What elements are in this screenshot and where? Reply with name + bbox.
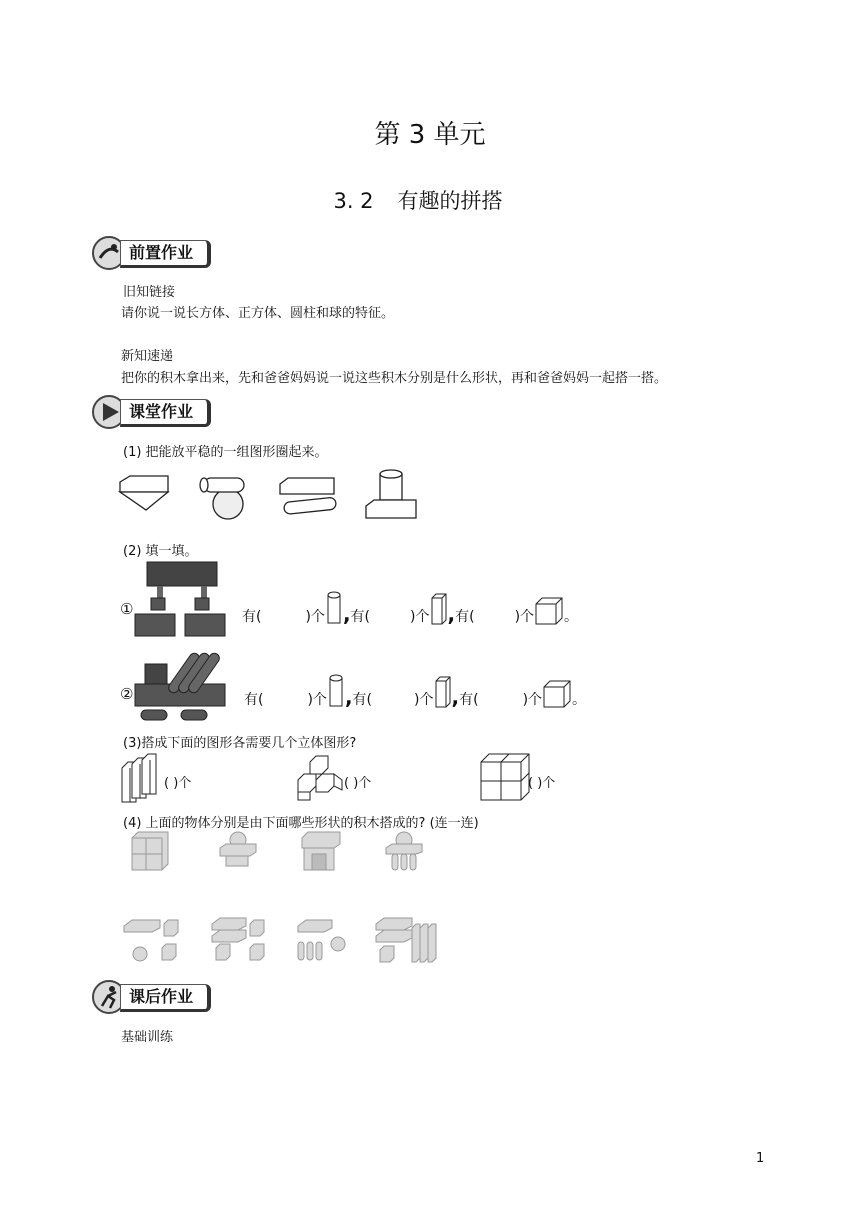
question-4: (4) 上面的物体分别是由下面哪些形状的积木搭成的? (连一连) bbox=[123, 816, 479, 831]
question-3: (3)搭成下面的图形各需要几个立体图形? bbox=[123, 736, 357, 751]
q1-option-d bbox=[366, 470, 416, 518]
q2-row1-figure bbox=[135, 558, 230, 640]
q3-figure-2 bbox=[296, 754, 348, 802]
q1-shapes bbox=[118, 470, 428, 522]
q4-blocks-1 bbox=[124, 920, 178, 961]
pre-work-banner bbox=[92, 236, 222, 270]
cuboid-icon bbox=[429, 590, 447, 626]
page-number: 1 bbox=[756, 1151, 765, 1166]
cube-icon bbox=[534, 596, 564, 626]
q1-option-b bbox=[200, 478, 244, 519]
q1-option-c bbox=[280, 478, 336, 514]
q4-objects bbox=[128, 830, 448, 874]
q4-object-4 bbox=[386, 832, 422, 870]
cube-icon bbox=[542, 679, 572, 709]
basic-training: 基础训练 bbox=[121, 1030, 174, 1045]
pre-work-label: 前置作业 bbox=[120, 240, 211, 268]
q3-figure-1 bbox=[120, 754, 164, 804]
cuboid-icon bbox=[433, 673, 451, 709]
old-knowledge-text: 请你说一说长方体、正方体、圆柱和球的特征。 bbox=[121, 306, 395, 321]
class-work-label: 课堂作业 bbox=[120, 399, 211, 427]
q4-blocks-3 bbox=[298, 920, 345, 960]
class-work-banner bbox=[92, 395, 222, 429]
old-knowledge-title: 旧知链接 bbox=[123, 285, 176, 300]
after-work-label: 课后作业 bbox=[120, 984, 211, 1012]
q3-blank-1: ( )个 bbox=[164, 776, 192, 791]
q4-block-sets bbox=[122, 914, 442, 964]
q2-row1-marker: ① bbox=[120, 600, 134, 618]
unit-title: 第 3 单元 bbox=[374, 120, 486, 150]
q4-object-3 bbox=[302, 832, 340, 870]
q4-blocks-2 bbox=[212, 918, 264, 960]
question-2: (2) 填一填。 bbox=[123, 544, 198, 559]
new-knowledge-text: 把你的积木拿出来，先和爸爸妈妈说一说这些积木分别是什么形状，再和爸爸妈妈一起搭一搭。 bbox=[121, 371, 668, 386]
q3-blank-2: ( )个 bbox=[344, 776, 372, 791]
q1-option-a bbox=[120, 476, 168, 510]
lesson-name: 有趣的拼搭 bbox=[397, 189, 503, 213]
q2-row2-fill: 有( )个 , 有( )个 , 有( )个 。 bbox=[244, 673, 586, 709]
q2-row2-figure bbox=[135, 642, 235, 726]
lesson-title bbox=[0, 185, 860, 215]
q3-blank-3: ( )个 bbox=[528, 776, 556, 791]
after-work-banner bbox=[92, 980, 222, 1014]
cylinder-icon bbox=[327, 673, 345, 709]
cylinder-icon bbox=[325, 590, 343, 626]
q3-figure-3 bbox=[479, 752, 531, 802]
new-knowledge-title: 新知速递 bbox=[121, 349, 174, 364]
question-1: (1) 把能放平稳的一组图形圈起来。 bbox=[123, 445, 328, 460]
lesson-number: 3. 2 bbox=[333, 189, 374, 213]
q4-object-2 bbox=[220, 832, 256, 866]
q2-row1-fill: 有( )个 , 有( )个 , 有( )个 。 bbox=[242, 590, 578, 626]
q4-blocks-4 bbox=[376, 918, 436, 962]
q4-object-1 bbox=[132, 832, 168, 870]
q2-row2-marker: ② bbox=[120, 685, 134, 703]
